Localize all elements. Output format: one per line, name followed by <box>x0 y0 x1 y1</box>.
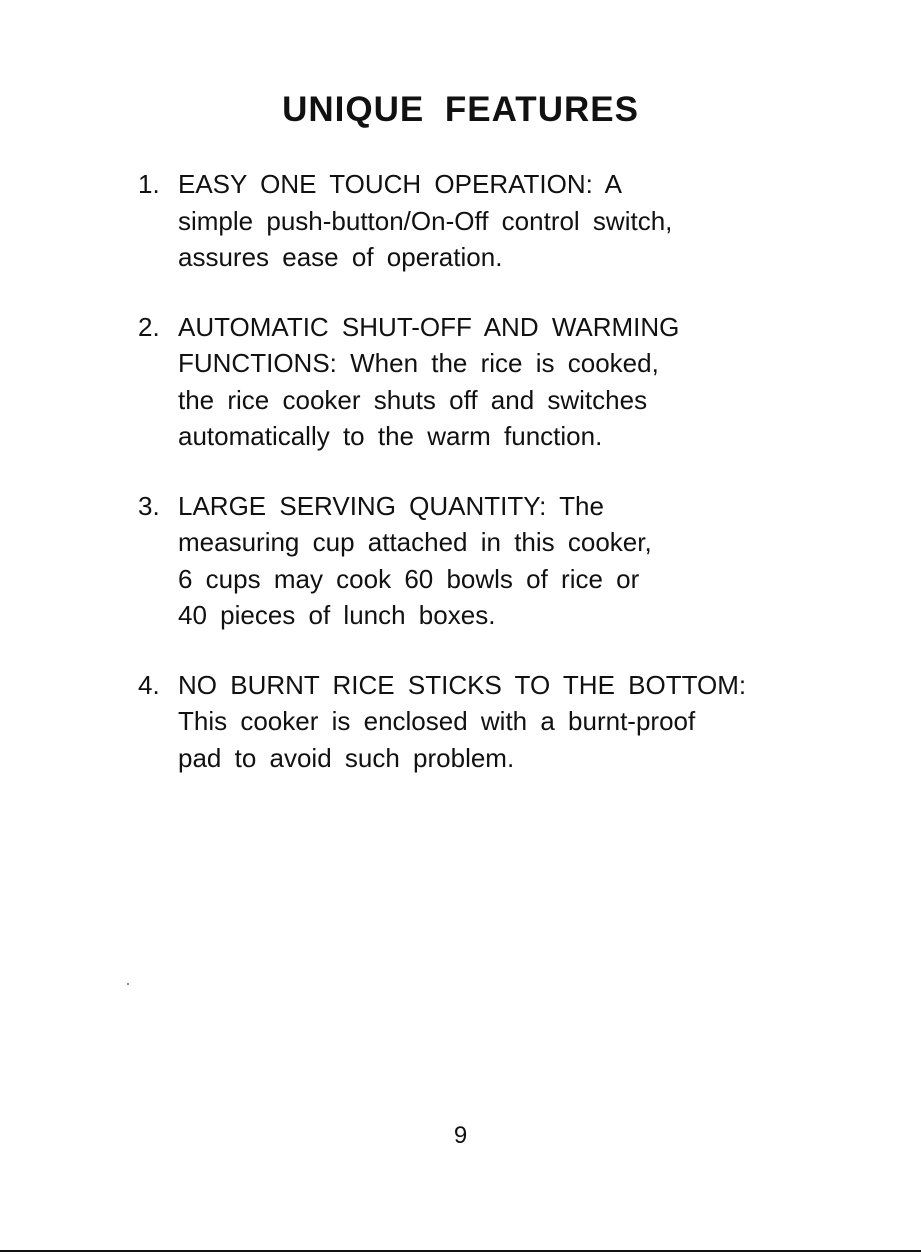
feature-text-line: 6 cups may cook 60 bowls of rice or <box>178 563 640 594</box>
feature-number: 2. <box>138 311 160 342</box>
feature-item-3 <box>138 488 838 634</box>
feature-text-line: simple push-button/On-Off control switch, <box>178 205 673 236</box>
feature-heading-line: EASY ONE TOUCH OPERATION: A <box>178 169 622 199</box>
feature-item-1 <box>138 166 838 276</box>
feature-text-line: pad to avoid such problem. <box>178 742 515 773</box>
feature-text-line: assures ease of operation. <box>178 242 503 272</box>
feature-text-line: automatically to the warm function. <box>178 421 603 451</box>
feature-number: 1. <box>138 169 160 199</box>
bottom-edge-rule <box>0 1250 921 1252</box>
page-title: UNIQUE FEATURES <box>282 90 639 129</box>
feature-item-4 <box>138 667 838 777</box>
page-number: 9 <box>453 1122 468 1149</box>
feature-heading-line: NO BURNT RICE STICKS TO THE BOTTOM: <box>178 669 747 700</box>
feature-text-line: This cooker is enclosed with a burnt-proof <box>178 706 696 736</box>
feature-text-line: 40 pieces of lunch boxes. <box>178 600 496 630</box>
feature-text-line: measuring cup attached in this cooker, <box>178 527 652 557</box>
feature-text-line: FUNCTIONS: When the rice is cooked, <box>178 348 659 378</box>
feature-number: 4. <box>138 669 160 700</box>
features-list <box>138 166 838 809</box>
feature-heading-line: AUTOMATIC SHUT-OFF AND WARMING <box>178 311 680 342</box>
scan-speck <box>127 983 129 985</box>
feature-heading-line: LARGE SERVING QUANTITY: The <box>178 490 604 521</box>
feature-text-line: the rice cooker shuts off and switches <box>178 384 648 415</box>
feature-number: 3. <box>138 490 160 521</box>
feature-item-2 <box>138 309 838 455</box>
